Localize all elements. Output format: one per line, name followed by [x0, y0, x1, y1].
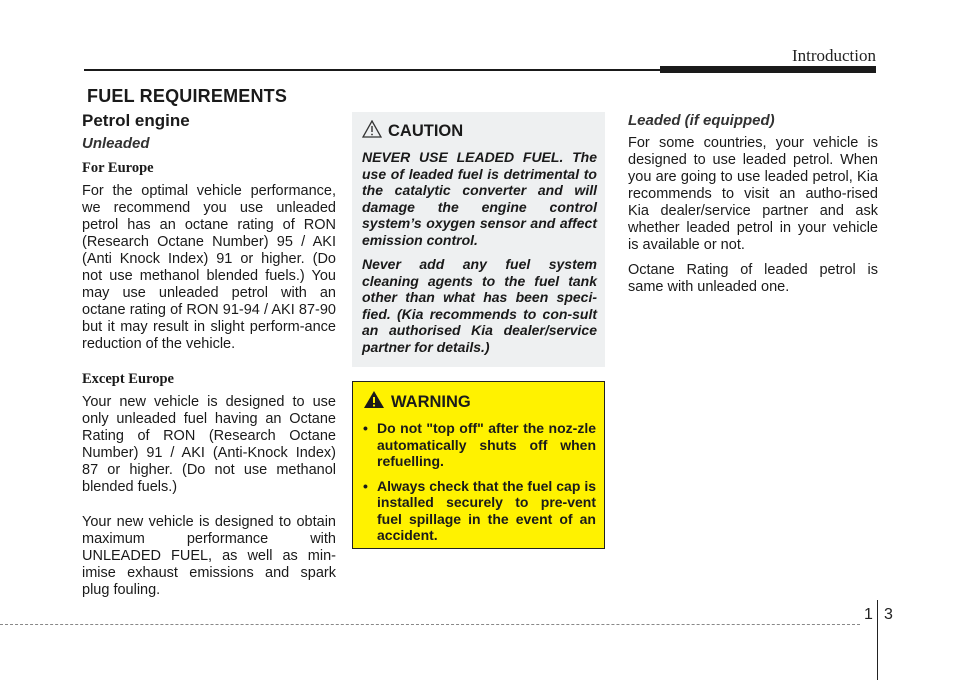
left-column	[82, 110, 336, 607]
header-title: Introduction	[791, 46, 876, 65]
warning-title: WARNING	[391, 392, 471, 411]
caution-title: CAUTION	[388, 122, 464, 140]
leaded-subheading: Leaded (if equipped)	[628, 112, 775, 129]
section-title: FUEL REQUIREMENTS	[87, 86, 288, 106]
page-divider	[877, 600, 878, 680]
for-europe-text: For the optimal vehicle performance, we recommend you use unleaded petrol has an octane rating of RON (Research Octane Number) 95 / AKI (Anti Knock Index) 91 or higher. (Do not use methanol blended fuels.) You may use unleaded petrol with an octane rating of RON 91-94 / AKI 87-90 but it may result in slight perform-ance reduction of the vehicle.	[82, 183, 336, 352]
performance-text: Your new vehicle is designed to obtain maximum performance with UNLEADED FUEL, as well as min-imise exhaust emissions and spark plug fouling.	[82, 514, 336, 598]
caution-paragraph-1: NEVER USE LEADED FUEL. The use of leaded fuel is detrimental to the catalytic converter and will damage the engine control system’s oxygen sensor and affect emission control.	[362, 149, 597, 248]
right-column	[628, 110, 878, 304]
petrol-engine-heading: Petrol engine	[82, 111, 190, 130]
warning-list	[363, 420, 596, 544]
warning-item: • Do not "top off" after the noz-zle automatically shuts off when refuelling.	[363, 420, 596, 470]
for-europe-label: For Europe	[82, 160, 154, 176]
warning-box	[352, 381, 605, 549]
footer-dashed-rule	[0, 624, 860, 625]
chapter-number: 1	[864, 606, 873, 623]
warning-item: • Always check that the fuel cap is installed securely to pre-vent fuel spillage in the event of an accident.	[363, 478, 596, 544]
leaded-text-2: Octane Rating of leaded petrol is same with unleaded one.	[628, 262, 878, 295]
except-europe-label: Except Europe	[82, 371, 174, 387]
page-number: 3	[884, 606, 893, 623]
unleaded-subheading: Unleaded	[82, 135, 150, 152]
warning-triangle-filled-icon	[363, 390, 385, 414]
leaded-text-1: For some countries, your vehicle is designed to use leaded petrol. When you are going to use leaded petrol, Kia recommends to visit an autho-rised Kia dealer/service partner and ask whether leaded petrol in your vehicle is available or not.	[628, 135, 878, 253]
caution-box	[352, 112, 605, 367]
warning-triangle-outline-icon	[362, 120, 382, 143]
header-bar	[660, 66, 876, 73]
header-rule	[84, 69, 660, 71]
except-europe-text: Your new vehicle is designed to use only unleaded fuel having an Octane Rating of RON (Research Octane Number) 91 / AKI (Anti-Knock Index) 87 or higher. (Do not use methanol blended fuels.)	[82, 394, 336, 495]
caution-paragraph-2: Never add any fuel system cleaning agents to the fuel tank other than what has been speci-fied. (Kia recommends to con-sult an authorised Kia dealer/service partner for details.)	[362, 256, 597, 355]
